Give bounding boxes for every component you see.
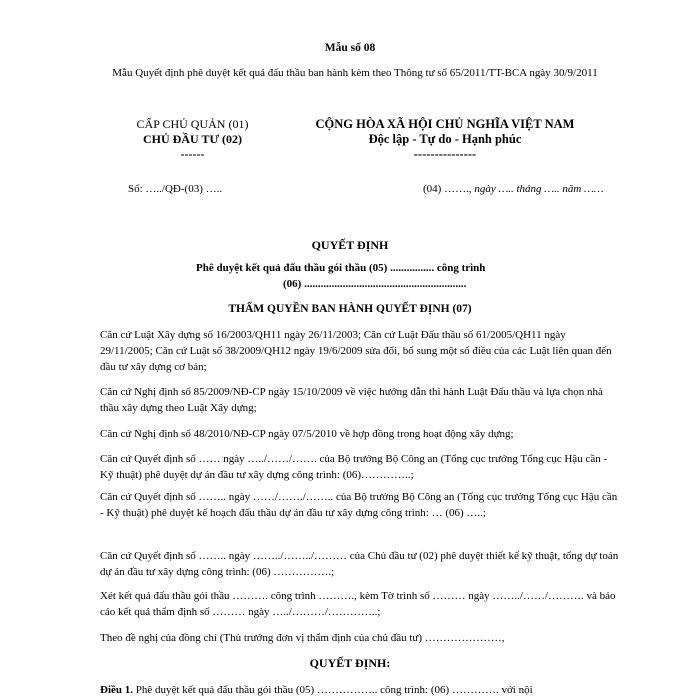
legal-basis-paragraph: Căn cứ Nghị định số 48/2010/NĐ-CP ngày 07/5/2010 về hợp đồng trong hoạt động xây dựng; [100,428,514,440]
investor: CHỦ ĐẦU TƯ (02) [143,132,242,146]
agency-divider: ------ [180,147,205,161]
decision-heading: QUYẾT ĐỊNH: [309,656,391,670]
place: (04) ……., [423,183,475,195]
motto-divider: --------------- [413,147,477,161]
proposal-paragraph: Theo đề nghị của đồng chí (Thủ trưởng đơn vị thẩm định của chủ đầu tư) …………………, [100,632,505,644]
subtitle-line-2: (06) ........................................................... [283,278,467,290]
form-number: Mẫu số 08 [324,42,376,54]
subtitle-line-1: Phê duyệt kết quả đấu thầu gói thầu (05) ................ công trình [196,262,486,274]
national-header [300,117,590,162]
form-caption: Mẫu Quyết định phê duyệt kết quả đấu thầu ban hành kèm theo Thông tư số 65/2011/TT-BCA ngày 30/9/2011 [112,67,598,79]
legal-basis-paragraph: Căn cứ Luật Xây dựng số 16/2003/QH11 ngày 26/11/2003; Căn cứ Luật Đấu thầu số 61/2005/QH11 ngày 29/11/2005; Căn cứ Luật số 38/2009/QH12 ngày 19/6/2009 sửa đổi, bổ sung một số điều của các Luật liên quan đến đầu tư xây dựng cơ bản; [100,329,612,373]
document-number: Số: …../QĐ-(03) ….. [128,183,223,195]
parent-agency: CẤP CHỦ QUẢN (01) [136,117,249,131]
agency-header [110,117,275,162]
date: ngày ….. tháng ….. năm …… [474,183,604,195]
country-name: CỘNG HÒA XÃ HỘI CHỦ NGHĨA VIỆT NAM [315,117,575,131]
place-date [423,183,604,195]
legal-basis-paragraph: Căn cứ Nghị định số 85/2009/NĐ-CP ngày 15/10/2009 về việc hướng dẫn thi hành Luật Đấu thầu và lựa chọn nhà thầu xây dựng theo Luật Xây dựng; [100,386,603,414]
legal-basis-paragraph: Căn cứ Quyết định số …… ngày …../……/……. của Bộ trưởng Bộ Công an (Tổng cục trưởng Tổng cục Hậu cần - Kỹ thuật) phê duyệt dự án đầu tư xây dựng công trình: (06)…………..; [100,453,608,481]
article-1-text: Phê duyệt kết quả đấu thầu gói thầu (05) …………….. công trình: (06) …………. với nội [133,684,533,696]
legal-basis-paragraph: Căn cứ Quyết định số …….. ngày ……/……./…….. của Bộ trưởng Bộ Công an (Tổng cục trưởng Tổng cục Hậu cần - Kỹ thuật) phê duyệt kế hoạch đấu thầu dự án đầu tư xây dựng công trình: … (06) …..; [100,491,618,519]
article-1-label: Điều 1. [100,684,133,696]
motto: Độc lập - Tự do - Hạnh phúc [368,132,522,146]
article-1 [100,682,620,698]
document-title: QUYẾT ĐỊNH [311,238,389,252]
review-paragraph: Xét kết quả đấu thầu gói thầu ………. công trình ………., kèm Tờ trình số ……… ngày ……../……/………. và báo cáo kết quả thẩm định số ……… ngày …../………/…………..; [100,590,616,618]
legal-basis-paragraph: Căn cứ Quyết định số …….. ngày ……../……../……… của Chủ đầu tư (02) phê duyệt thiết kế kỹ thuật, tổng dự toán dự án đầu tư xây dựng công trình: (06) …………….; [100,550,619,578]
issuing-authority: THẨM QUYỀN BAN HÀNH QUYẾT ĐỊNH (07) [228,303,472,315]
